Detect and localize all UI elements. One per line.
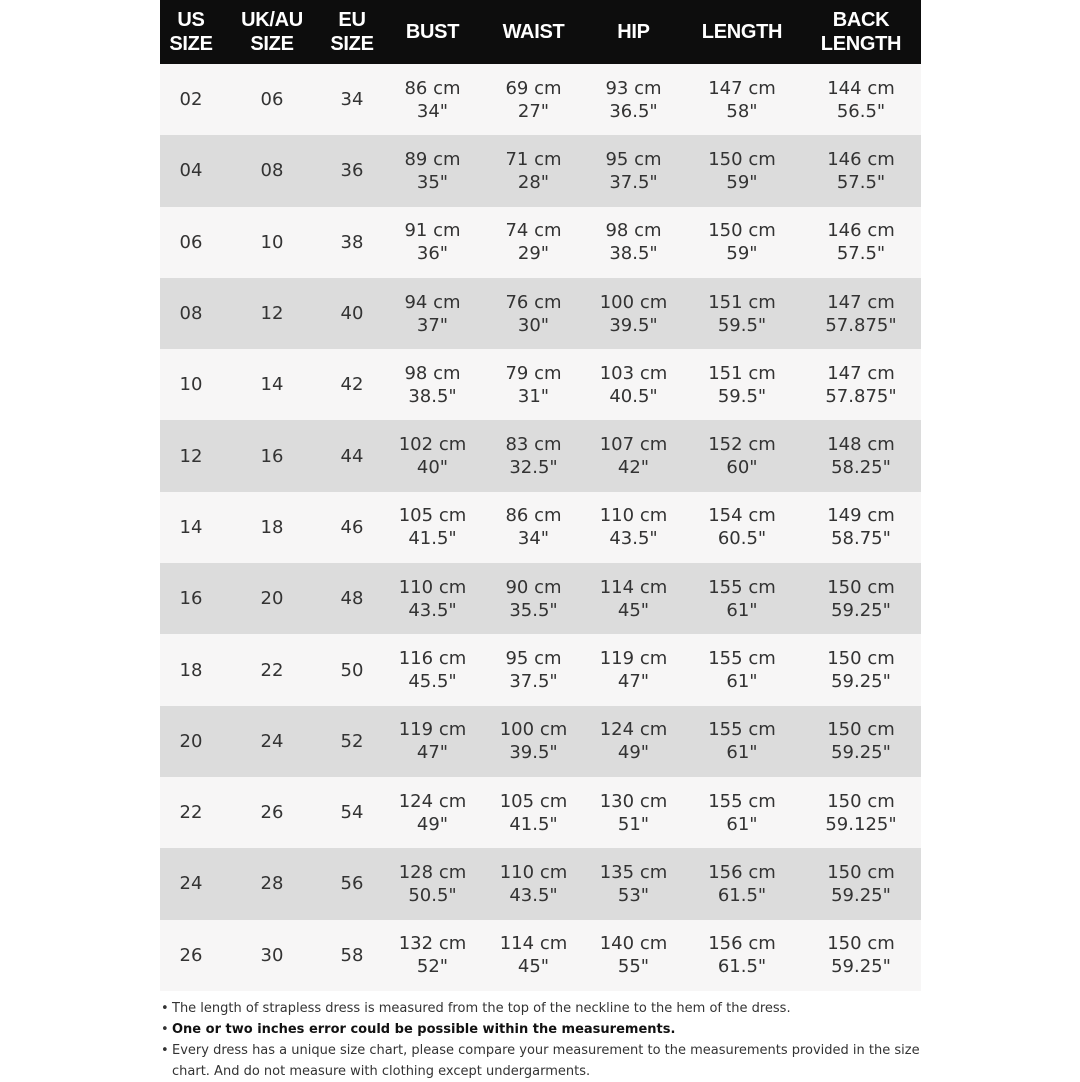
back-length-cell — [801, 278, 921, 349]
back-length-cell — [801, 420, 921, 491]
cm-value: 100 cm — [599, 291, 668, 313]
us-size-cell: 08 — [179, 303, 203, 325]
column-header-line: SIZE — [169, 33, 213, 55]
cm-value: 150 cm — [827, 790, 895, 812]
cm-value: 98 cm — [404, 362, 461, 384]
bust-cell — [382, 64, 483, 135]
length-cell — [683, 207, 801, 278]
uk-au-size-cell: 30 — [260, 944, 284, 966]
eu-size-cell: 34 — [340, 89, 364, 111]
cm-value: 90 cm — [505, 576, 562, 598]
hip-cell — [584, 777, 683, 848]
inch-value: 61" — [726, 599, 758, 621]
note-item — [161, 998, 921, 1019]
column-header-line: LENGTH — [701, 21, 783, 43]
cm-value: 89 cm — [404, 148, 461, 170]
column-header-line: BACK — [832, 9, 890, 31]
bust-cell — [382, 135, 483, 206]
us-size-cell: 24 — [179, 873, 203, 895]
cm-value: 93 cm — [605, 77, 662, 99]
us-size-cell: 18 — [179, 659, 203, 681]
waist-cell — [483, 278, 584, 349]
cm-value: 95 cm — [505, 648, 562, 670]
note-text: The length of strapless dress is measured from the top of the neckline to the hem of the dress. — [172, 1001, 791, 1016]
table-row — [160, 848, 921, 919]
back-length-cell — [801, 135, 921, 206]
cm-value: 132 cm — [398, 933, 467, 955]
cm-value: 79 cm — [505, 362, 562, 384]
inch-value: 57.5" — [836, 171, 886, 193]
inch-value: 61" — [726, 813, 758, 835]
cm-value: 150 cm — [827, 719, 895, 741]
cm-value: 76 cm — [505, 291, 562, 313]
table-row — [160, 349, 921, 420]
bust-cell — [382, 920, 483, 991]
bust-cell — [382, 420, 483, 491]
bullet-icon: • — [161, 1043, 169, 1058]
length-cell — [683, 349, 801, 420]
table-row — [160, 278, 921, 349]
waist-cell — [483, 920, 584, 991]
inch-value: 39.5" — [509, 742, 558, 764]
uk-au-size-cell: 20 — [260, 588, 284, 610]
cm-value: 152 cm — [708, 434, 776, 456]
waist-cell — [483, 207, 584, 278]
eu-size-cell: 50 — [340, 659, 364, 681]
uk-au-size-cell: 28 — [260, 873, 284, 895]
inch-value: 45.5" — [408, 671, 457, 693]
us-size-cell: 12 — [179, 445, 203, 467]
cm-value: 150 cm — [827, 861, 895, 883]
inch-value: 60" — [726, 457, 758, 479]
inch-value: 34" — [416, 100, 449, 122]
inch-value: 43.5" — [609, 528, 658, 550]
inch-value: 58" — [726, 100, 758, 122]
waist-cell — [483, 492, 584, 563]
cm-value: 146 cm — [827, 148, 895, 170]
column-header-back-length — [801, 0, 921, 64]
cm-value: 155 cm — [708, 719, 776, 741]
cm-value: 110 cm — [398, 576, 467, 598]
length-cell — [683, 848, 801, 919]
us-size-cell: 20 — [179, 730, 203, 752]
inch-value: 56.5" — [836, 100, 886, 122]
cm-value: 100 cm — [499, 719, 568, 741]
measurement-notes — [161, 998, 921, 1082]
hip-cell — [584, 634, 683, 705]
eu-size-cell: 40 — [340, 303, 364, 325]
waist-cell — [483, 706, 584, 777]
cm-value: 110 cm — [499, 861, 568, 883]
table-row — [160, 563, 921, 634]
hip-cell — [584, 920, 683, 991]
table-row — [160, 706, 921, 777]
inch-value: 27" — [517, 100, 550, 122]
size-chart-table — [160, 0, 921, 991]
inch-value: 55" — [617, 956, 650, 978]
inch-value: 36" — [416, 243, 449, 265]
cm-value: 110 cm — [599, 505, 668, 527]
column-header-line: UK/AU — [241, 9, 303, 31]
table-body — [160, 64, 921, 991]
inch-value: 40" — [416, 457, 449, 479]
cm-value: 135 cm — [599, 861, 668, 883]
hip-cell — [584, 207, 683, 278]
eu-size-cell: 56 — [340, 873, 364, 895]
bust-cell — [382, 563, 483, 634]
inch-value: 59.25" — [831, 956, 891, 978]
table-row — [160, 777, 921, 848]
length-cell — [683, 64, 801, 135]
eu-size-cell: 42 — [340, 374, 364, 396]
waist-cell — [483, 349, 584, 420]
us-size-cell: 02 — [179, 89, 203, 111]
inch-value: 43.5" — [509, 884, 558, 906]
cm-value: 119 cm — [398, 719, 467, 741]
inch-value: 41.5" — [509, 813, 558, 835]
cm-value: 116 cm — [398, 648, 467, 670]
inch-value: 40.5" — [609, 385, 658, 407]
inch-value: 38.5" — [408, 385, 457, 407]
inch-value: 31" — [517, 385, 550, 407]
column-header-hip — [584, 0, 683, 64]
inch-value: 28" — [517, 171, 550, 193]
hip-cell — [584, 706, 683, 777]
cm-value: 86 cm — [404, 77, 461, 99]
inch-value: 47" — [617, 671, 650, 693]
length-cell — [683, 706, 801, 777]
cm-value: 151 cm — [708, 362, 776, 384]
uk-au-size-cell: 06 — [260, 89, 284, 111]
note-item — [161, 1019, 921, 1040]
length-cell — [683, 492, 801, 563]
waist-cell — [483, 634, 584, 705]
inch-value: 59" — [726, 171, 758, 193]
inch-value: 39.5" — [609, 314, 658, 336]
cm-value: 107 cm — [599, 434, 668, 456]
cm-value: 148 cm — [827, 434, 895, 456]
back-length-cell — [801, 492, 921, 563]
length-cell — [683, 920, 801, 991]
eu-size-cell: 36 — [340, 160, 364, 182]
cm-value: 156 cm — [708, 933, 776, 955]
waist-cell — [483, 135, 584, 206]
back-length-cell — [801, 706, 921, 777]
eu-size-cell: 52 — [340, 730, 364, 752]
bust-cell — [382, 777, 483, 848]
cm-value: 128 cm — [398, 861, 467, 883]
cm-value: 105 cm — [398, 505, 467, 527]
cm-value: 150 cm — [827, 933, 895, 955]
inch-value: 32.5" — [509, 457, 558, 479]
cm-value: 147 cm — [827, 362, 895, 384]
bust-cell — [382, 848, 483, 919]
inch-value: 61.5" — [717, 884, 767, 906]
length-cell — [683, 563, 801, 634]
us-size-cell: 22 — [179, 802, 203, 824]
inch-value: 58.25" — [831, 457, 891, 479]
inch-value: 57.875" — [825, 314, 897, 336]
us-size-cell: 04 — [179, 160, 203, 182]
cm-value: 146 cm — [827, 220, 895, 242]
inch-value: 57.875" — [825, 385, 897, 407]
uk-au-size-cell: 18 — [260, 516, 284, 538]
inch-value: 58.75" — [831, 528, 891, 550]
table-row — [160, 135, 921, 206]
waist-cell — [483, 848, 584, 919]
cm-value: 155 cm — [708, 648, 776, 670]
bust-cell — [382, 207, 483, 278]
inch-value: 51" — [617, 813, 650, 835]
cm-value: 150 cm — [708, 148, 776, 170]
cm-value: 105 cm — [499, 790, 568, 812]
back-length-cell — [801, 920, 921, 991]
cm-value: 74 cm — [505, 220, 562, 242]
back-length-cell — [801, 64, 921, 135]
inch-value: 35" — [416, 171, 449, 193]
cm-value: 156 cm — [708, 861, 776, 883]
hip-cell — [584, 563, 683, 634]
inch-value: 49" — [617, 742, 650, 764]
waist-cell — [483, 777, 584, 848]
inch-value: 59.25" — [831, 742, 891, 764]
cm-value: 150 cm — [827, 648, 895, 670]
cm-value: 155 cm — [708, 576, 776, 598]
uk-au-size-cell: 14 — [260, 374, 284, 396]
inch-value: 59.25" — [831, 599, 891, 621]
back-length-cell — [801, 349, 921, 420]
cm-value: 144 cm — [827, 77, 895, 99]
cm-value: 151 cm — [708, 291, 776, 313]
cm-value: 69 cm — [505, 77, 562, 99]
back-length-cell — [801, 848, 921, 919]
cm-value: 149 cm — [827, 505, 895, 527]
inch-value: 35.5" — [509, 599, 558, 621]
hip-cell — [584, 278, 683, 349]
table-row — [160, 207, 921, 278]
waist-cell — [483, 420, 584, 491]
eu-size-cell: 38 — [340, 231, 364, 253]
column-header-line: WAIST — [502, 21, 565, 43]
column-header-line: EU — [338, 9, 366, 31]
column-header-line: LENGTH — [820, 33, 902, 55]
length-cell — [683, 777, 801, 848]
cm-value: 95 cm — [605, 148, 662, 170]
table-row — [160, 64, 921, 135]
cm-value: 124 cm — [599, 719, 668, 741]
uk-au-size-cell: 24 — [260, 730, 284, 752]
bust-cell — [382, 278, 483, 349]
inch-value: 37.5" — [609, 171, 658, 193]
inch-value: 61.5" — [717, 956, 767, 978]
cm-value: 86 cm — [505, 505, 562, 527]
note-text: One or two inches error could be possible within the measurements. — [172, 1022, 676, 1037]
column-header-line: SIZE — [250, 33, 294, 55]
inch-value: 42" — [617, 457, 650, 479]
eu-size-cell: 44 — [340, 445, 364, 467]
eu-size-cell: 46 — [340, 516, 364, 538]
hip-cell — [584, 135, 683, 206]
bullet-icon: • — [161, 1001, 169, 1016]
hip-cell — [584, 848, 683, 919]
inch-value: 34" — [517, 528, 550, 550]
table-header — [160, 0, 921, 64]
inch-value: 30" — [517, 314, 550, 336]
cm-value: 155 cm — [708, 790, 776, 812]
cm-value: 130 cm — [599, 790, 668, 812]
table-row — [160, 420, 921, 491]
cm-value: 114 cm — [499, 933, 568, 955]
inch-value: 59.5" — [717, 314, 767, 336]
column-header-line: US — [177, 9, 205, 31]
us-size-cell: 06 — [179, 231, 203, 253]
size-chart — [160, 0, 921, 991]
uk-au-size-cell: 10 — [260, 231, 284, 253]
cm-value: 83 cm — [505, 434, 562, 456]
bust-cell — [382, 634, 483, 705]
us-size-cell: 14 — [179, 516, 203, 538]
inch-value: 60.5" — [717, 528, 767, 550]
length-cell — [683, 135, 801, 206]
note-text: Every dress has a unique size chart, please compare your measurement to the measurements provided in the size chart. And do not measure with clothing except undergarments. — [172, 1043, 920, 1079]
uk-au-size-cell: 26 — [260, 802, 284, 824]
inch-value: 57.5" — [836, 243, 886, 265]
table-row — [160, 492, 921, 563]
column-header-waist — [483, 0, 584, 64]
inch-value: 59.25" — [831, 884, 891, 906]
inch-value: 59" — [726, 243, 758, 265]
cm-value: 119 cm — [599, 648, 668, 670]
eu-size-cell: 54 — [340, 802, 364, 824]
cm-value: 98 cm — [605, 220, 662, 242]
cm-value: 150 cm — [708, 220, 776, 242]
column-header-line: HIP — [617, 21, 650, 43]
uk-au-size-cell: 22 — [260, 659, 284, 681]
uk-au-size-cell: 08 — [260, 160, 284, 182]
hip-cell — [584, 64, 683, 135]
waist-cell — [483, 563, 584, 634]
cm-value: 94 cm — [404, 291, 461, 313]
inch-value: 43.5" — [408, 599, 457, 621]
back-length-cell — [801, 777, 921, 848]
hip-cell — [584, 349, 683, 420]
cm-value: 114 cm — [599, 576, 668, 598]
bust-cell — [382, 492, 483, 563]
inch-value: 37" — [416, 314, 449, 336]
inch-value: 52" — [416, 956, 449, 978]
hip-cell — [584, 420, 683, 491]
inch-value: 53" — [617, 884, 650, 906]
column-header-us-size — [160, 0, 222, 64]
header-row — [160, 0, 921, 64]
column-header-length — [683, 0, 801, 64]
column-header-eu-size — [322, 0, 382, 64]
bust-cell — [382, 706, 483, 777]
cm-value: 140 cm — [599, 933, 668, 955]
inch-value: 59.25" — [831, 671, 891, 693]
cm-value: 71 cm — [505, 148, 562, 170]
eu-size-cell: 58 — [340, 944, 364, 966]
waist-cell — [483, 64, 584, 135]
column-header-line: SIZE — [330, 33, 374, 55]
table-row — [160, 920, 921, 991]
cm-value: 103 cm — [599, 362, 668, 384]
hip-cell — [584, 492, 683, 563]
cm-value: 154 cm — [708, 505, 776, 527]
cm-value: 91 cm — [404, 220, 461, 242]
eu-size-cell: 48 — [340, 588, 364, 610]
back-length-cell — [801, 634, 921, 705]
back-length-cell — [801, 207, 921, 278]
inch-value: 47" — [416, 742, 449, 764]
uk-au-size-cell: 16 — [260, 445, 284, 467]
inch-value: 61" — [726, 671, 758, 693]
column-header-line: BUST — [405, 21, 460, 43]
inch-value: 49" — [416, 813, 449, 835]
us-size-cell: 16 — [179, 588, 203, 610]
inch-value: 59.125" — [825, 813, 897, 835]
bust-cell — [382, 349, 483, 420]
us-size-cell: 26 — [179, 944, 203, 966]
uk-au-size-cell: 12 — [260, 303, 284, 325]
column-header-uk-au-size — [222, 0, 322, 64]
bullet-icon: • — [161, 1022, 169, 1037]
inch-value: 61" — [726, 742, 758, 764]
note-item — [161, 1040, 921, 1082]
inch-value: 36.5" — [609, 100, 658, 122]
inch-value: 38.5" — [609, 243, 658, 265]
length-cell — [683, 278, 801, 349]
inch-value: 45" — [517, 956, 550, 978]
cm-value: 147 cm — [827, 291, 895, 313]
inch-value: 41.5" — [408, 528, 457, 550]
cm-value: 102 cm — [398, 434, 467, 456]
length-cell — [683, 420, 801, 491]
length-cell — [683, 634, 801, 705]
cm-value: 150 cm — [827, 576, 895, 598]
inch-value: 59.5" — [717, 385, 767, 407]
inch-value: 29" — [517, 243, 550, 265]
us-size-cell: 10 — [179, 374, 203, 396]
cm-value: 124 cm — [398, 790, 467, 812]
inch-value: 37.5" — [509, 671, 558, 693]
inch-value: 45" — [617, 599, 650, 621]
column-header-bust — [382, 0, 483, 64]
inch-value: 50.5" — [408, 884, 457, 906]
cm-value: 147 cm — [708, 77, 776, 99]
table-row — [160, 634, 921, 705]
back-length-cell — [801, 563, 921, 634]
